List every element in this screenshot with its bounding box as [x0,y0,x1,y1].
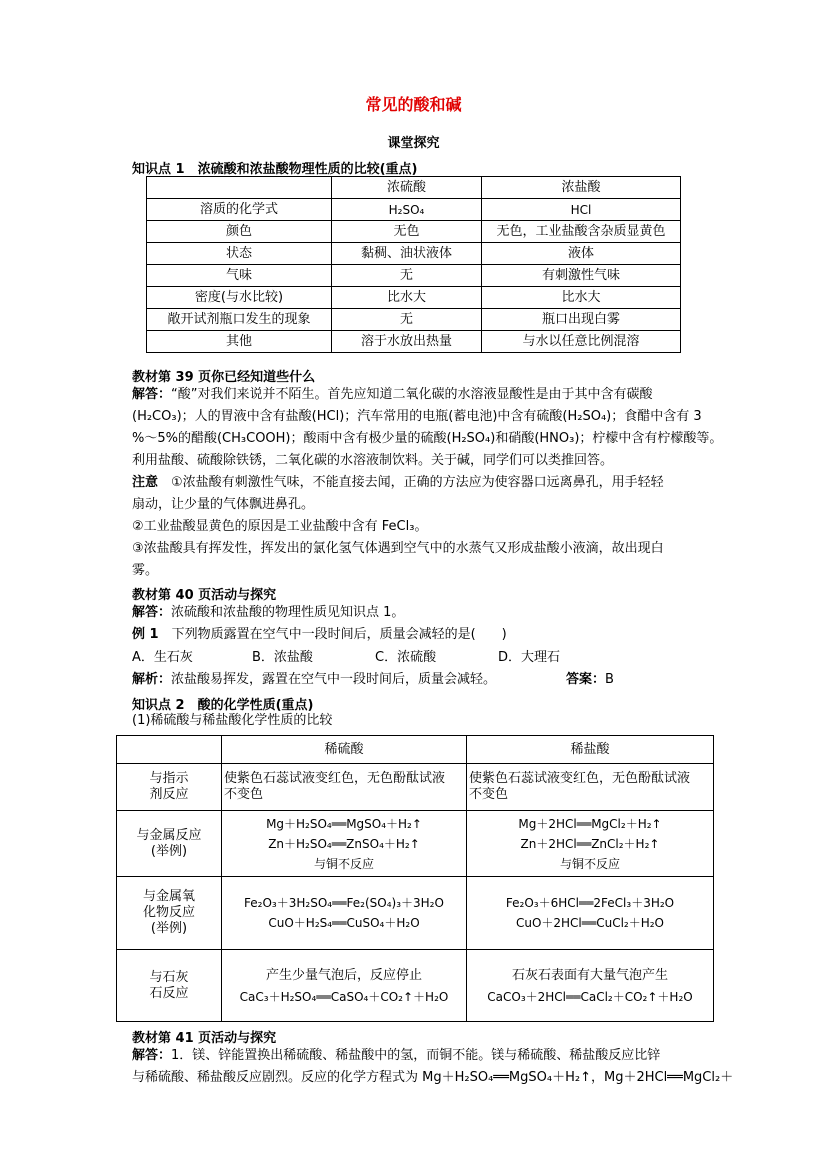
row-label: 敞开试剂瓶口发生的现象 [147,309,332,331]
answer-label: 解答： [132,387,172,402]
note-line: 注意 ①浓盐酸有刺激性气味，不能直接去闻，正确的方法应为使容器口远离鼻孔，用手轻轻 [132,475,664,490]
table-cell: 产生少量气泡后，反应停止 CaC₃＋H₂SO₄══CaSO₄＋CO₂↑＋H₂O [222,950,467,1022]
note-line: 雾。 [132,563,159,578]
header-cell: 稀盐酸 [467,736,714,764]
analysis-label: 解析： [132,672,172,687]
sec40-heading: 教材第 40 页活动与探究 [132,588,277,603]
table-cell: 比水大 [332,287,482,309]
table-cell: Fe₂O₃＋6HCl══2FeCl₃＋3H₂O CuO＋2HCl══CuCl₂＋H₂O [467,877,714,950]
table-cell: 液体 [482,243,681,265]
note-line: ③浓盐酸具有挥发性，挥发出的氯化氢气体遇到空气中的水蒸气又形成盐酸小液滴，故出现白 [132,541,664,556]
row-label: 其他 [147,331,332,353]
table-row [147,309,681,331]
answer-label: 解答： [132,1048,172,1063]
paragraph-line: 解答：浓硫酸和浓盐酸的物理性质见知识点 1。 [132,605,405,620]
key-label: 答案： [566,672,606,687]
table-cell: 无色，工业盐酸含杂质显黄色 [482,221,681,243]
note-line: 扇动，让少量的气体飘进鼻孔。 [132,497,315,512]
header-cell: 稀硫酸 [222,736,467,764]
table-cell: 与水以任意比例混溶 [482,331,681,353]
chemical-properties-table [116,735,714,1022]
table-header-row [117,736,714,764]
note-label: 注意 [132,475,159,490]
header-cell [117,736,222,764]
row-label: 气味 [147,265,332,287]
table-cell: 有刺激性气味 [482,265,681,287]
sec41-heading: 教材第 41 页活动与探究 [132,1031,277,1046]
table-cell: 无 [332,265,482,287]
answer-key: 答案：B [566,672,614,687]
row-label: 溶质的化学式 [147,199,332,221]
kp1-heading: 知识点 1 浓硫酸和浓盐酸物理性质的比较(重点) [132,162,418,177]
page-title: 常见的酸和碱 [365,95,462,114]
table-cell: Mg＋2HCl══MgCl₂＋H₂↑ Zn＋2HCl══ZnCl₂＋H₂↑ 与铜不反应 [467,811,714,877]
paragraph-line: (H₂CO₃)；人的胃液中含有盐酸(HCl)；汽车常用的电瓶(蓄电池)中含有硫酸(H₂SO₄)；食醋中含有 3 [132,409,702,424]
table-row [117,764,714,811]
row-label: 与指示 剂反应 [117,764,222,811]
table-cell: HCl [482,199,681,221]
section-subtitle: 课堂探究 [387,136,440,151]
paragraph-line: 解答：1．镁、锌能置换出稀硫酸、稀盐酸中的氢，而铜不能。镁与稀硫酸、稀盐酸反应比锌 [132,1048,661,1063]
row-label: 状态 [147,243,332,265]
table-cell: 瓶口出现白雾 [482,309,681,331]
row-label: 与金属反应 (举例) [117,811,222,877]
analysis-line: 解析：浓盐酸易挥发，露置在空气中一段时间后，质量会减轻。 [132,672,497,687]
row-label: 与石灰 石反应 [117,950,222,1022]
paragraph-line: 与稀硫酸、稀盐酸反应剧烈。反应的化学方程式为 Mg＋H₂SO₄══MgSO₄＋H₂↑，Mg＋2HCl══MgCl₂＋ [132,1070,734,1085]
header-cell [147,177,332,199]
table-cell: H₂SO₄ [332,199,482,221]
table-row [117,811,714,877]
table-cell: 使紫色石蕊试液变红色，无色酚酞试液 不变色 [467,764,714,811]
table-cell: 石灰石表面有大量气泡产生 CaCO₃＋2HCl══CaCl₂＋CO₂↑＋H₂O [467,950,714,1022]
table-cell: 比水大 [482,287,681,309]
table-cell: 无色 [332,221,482,243]
physical-properties-table [146,176,681,353]
table-row [147,221,681,243]
answer-label: 解答： [132,605,172,620]
table-row [147,287,681,309]
table-cell: 无 [332,309,482,331]
paragraph-line: 利用盐酸、硫酸除铁锈，二氧化碳的水溶液制饮料。关于碱，同学们可以类推回答。 [132,453,614,468]
table-header-row [147,177,681,199]
option-d: D．大理石 [498,650,561,665]
row-label: 与金属氧 化物反应 (举例) [117,877,222,950]
header-cell: 浓盐酸 [482,177,681,199]
sec39-heading: 教材第 39 页你已经知道些什么 [132,370,316,385]
header-cell: 浓硫酸 [332,177,482,199]
paragraph-line: %～5%的醋酸(CH₃COOH)；酸雨中含有极少量的硫酸(H₂SO₄)和硝酸(HNO₃)；柠檬中含有柠檬酸等。 [132,431,723,446]
table-row [147,243,681,265]
kp2-heading: 知识点 2 酸的化学性质(重点) [132,698,314,713]
option-b: B．浓盐酸 [252,650,313,665]
table-row [147,265,681,287]
table-row [147,199,681,221]
table-cell: Fe₂O₃＋3H₂SO₄══Fe₂(SO₄)₃＋3H₂O CuO＋H₂S₄══CuSO₄＋H₂O [222,877,467,950]
row-label: 密度(与水比较) [147,287,332,309]
table-row [147,331,681,353]
example-line: 例 1 下列物质露置在空气中一段时间后，质量会减轻的是( ) [132,627,507,642]
kp2-subheading: (1)稀硫酸与稀盐酸化学性质的比较 [132,713,333,728]
option-c: C．浓硫酸 [375,650,437,665]
example-label: 例 1 [132,627,159,642]
table-row [117,877,714,950]
table-cell: 使紫色石蕊试液变红色，无色酚酞试液 不变色 [222,764,467,811]
note-line: ②工业盐酸显黄色的原因是工业盐酸中含有 FeCl₃。 [132,519,428,534]
option-a: A．生石灰 [132,650,193,665]
paragraph-line: 解答：“酸”对我们来说并不陌生。首先应知道二氧化碳的水溶液显酸性是由于其中含有碳酸 [132,387,653,402]
table-cell: 溶于水放出热量 [332,331,482,353]
table-cell: Mg＋H₂SO₄══MgSO₄＋H₂↑ Zn＋H₂SO₄══ZnSO₄＋H₂↑ 与铜不反应 [222,811,467,877]
row-label: 颜色 [147,221,332,243]
table-cell: 黏稠、油状液体 [332,243,482,265]
table-row [117,950,714,1022]
